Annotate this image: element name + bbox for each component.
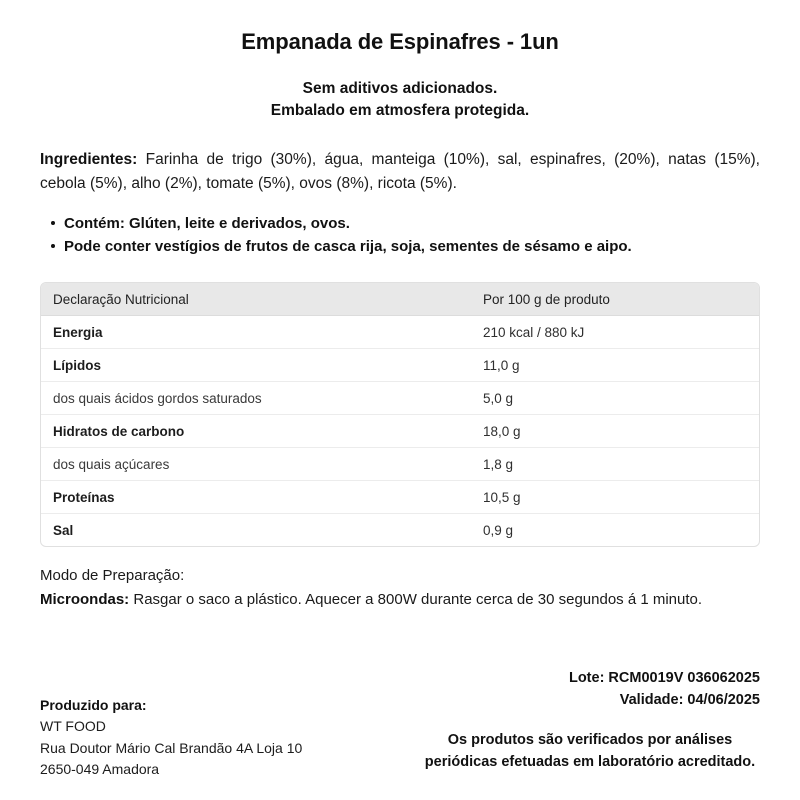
nutrient-value: 18,0 g bbox=[471, 415, 759, 448]
producer-company: WT FOOD bbox=[40, 718, 106, 735]
table-row bbox=[41, 481, 759, 514]
nutrient-name: dos quais açúcares bbox=[41, 448, 471, 481]
nutrient-name: Energia bbox=[41, 316, 471, 349]
table-row bbox=[41, 349, 759, 382]
table-row bbox=[41, 382, 759, 415]
nutrient-value: 11,0 g bbox=[471, 349, 759, 382]
ingredients-text: Farinha de trigo (30%), água, manteiga (10%), sal, espinafres, (20%), natas (15%), cebola (5%), alho (2%), tomate (5%), ovos (8%), ricota (5%). bbox=[40, 151, 760, 193]
table-row bbox=[41, 316, 759, 349]
nutrition-section bbox=[40, 282, 760, 547]
allergen-list bbox=[40, 212, 760, 259]
producer-block bbox=[40, 695, 302, 780]
nutrient-value: 1,8 g bbox=[471, 448, 759, 481]
batch-info bbox=[569, 668, 760, 712]
allergen-contains: Contém: Glúten, leite e derivados, ovos. bbox=[64, 214, 350, 232]
preparation-title: Modo de Preparação: bbox=[40, 567, 185, 585]
nutrient-value: 210 kcal / 880 kJ bbox=[471, 316, 759, 349]
producer-heading: Produzido para: bbox=[40, 697, 147, 713]
nutrient-name: Lípidos bbox=[41, 349, 471, 382]
nutrition-table bbox=[40, 282, 760, 547]
allergen-traces: Pode conter vestígios de frutos de casca rija, soja, sementes de sésamo e aipo. bbox=[64, 238, 632, 256]
table-row bbox=[41, 448, 759, 481]
list-item bbox=[40, 212, 760, 235]
verification-note bbox=[420, 730, 760, 774]
nutrition-table-body bbox=[41, 316, 759, 546]
verification-line-2: periódicas efetuadas em laboratório acreditado. bbox=[424, 753, 756, 770]
producer-street: Rua Doutor Mário Cal Brandão 4A Loja 10 bbox=[40, 739, 303, 756]
nutrient-value: 5,0 g bbox=[471, 382, 759, 415]
nutrient-value: 10,5 g bbox=[471, 481, 759, 514]
producer-postal: 2650-049 Amadora bbox=[40, 760, 160, 777]
nutrient-name: Proteínas bbox=[41, 481, 471, 514]
nutrition-table-head bbox=[41, 283, 759, 316]
page-title: Empanada de Espinafres - 1un bbox=[241, 29, 559, 54]
column-header-declaration: Declaração Nutricional bbox=[41, 283, 471, 316]
table-header-row bbox=[41, 283, 759, 316]
nutrient-name: Hidratos de carbono bbox=[41, 415, 471, 448]
table-row bbox=[41, 514, 759, 546]
verification-line-1: Os produtos são verificados por análises bbox=[447, 732, 733, 748]
list-item bbox=[40, 235, 760, 258]
preparation-method-text: Rasgar o saco a plástico. Aquecer a 800W durante cerca de 30 segundos á 1 minuto. bbox=[129, 590, 703, 608]
lot-number: Lote: RCM0019V 036062025 bbox=[568, 670, 760, 686]
nutrient-value: 0,9 g bbox=[483, 522, 514, 538]
preparation-section bbox=[40, 565, 760, 611]
preparation-method-label: Microondas: bbox=[40, 590, 130, 608]
table-row bbox=[41, 415, 759, 448]
nutrient-name: Sal bbox=[53, 522, 74, 538]
validity-date: Validade: 04/06/2025 bbox=[619, 691, 760, 708]
column-header-per100g: Por 100 g de produto bbox=[471, 283, 759, 316]
ingredients-paragraph bbox=[40, 148, 760, 196]
claim-line-1: Sem aditivos adicionados. bbox=[302, 79, 498, 97]
ingredients-label: Ingredientes: bbox=[40, 151, 138, 169]
nutrient-name: dos quais ácidos gordos saturados bbox=[41, 382, 471, 415]
preparation-instructions bbox=[40, 589, 760, 612]
claim-line-2: Embalado em atmosfera protegida. bbox=[270, 101, 530, 119]
product-claims bbox=[40, 78, 760, 123]
